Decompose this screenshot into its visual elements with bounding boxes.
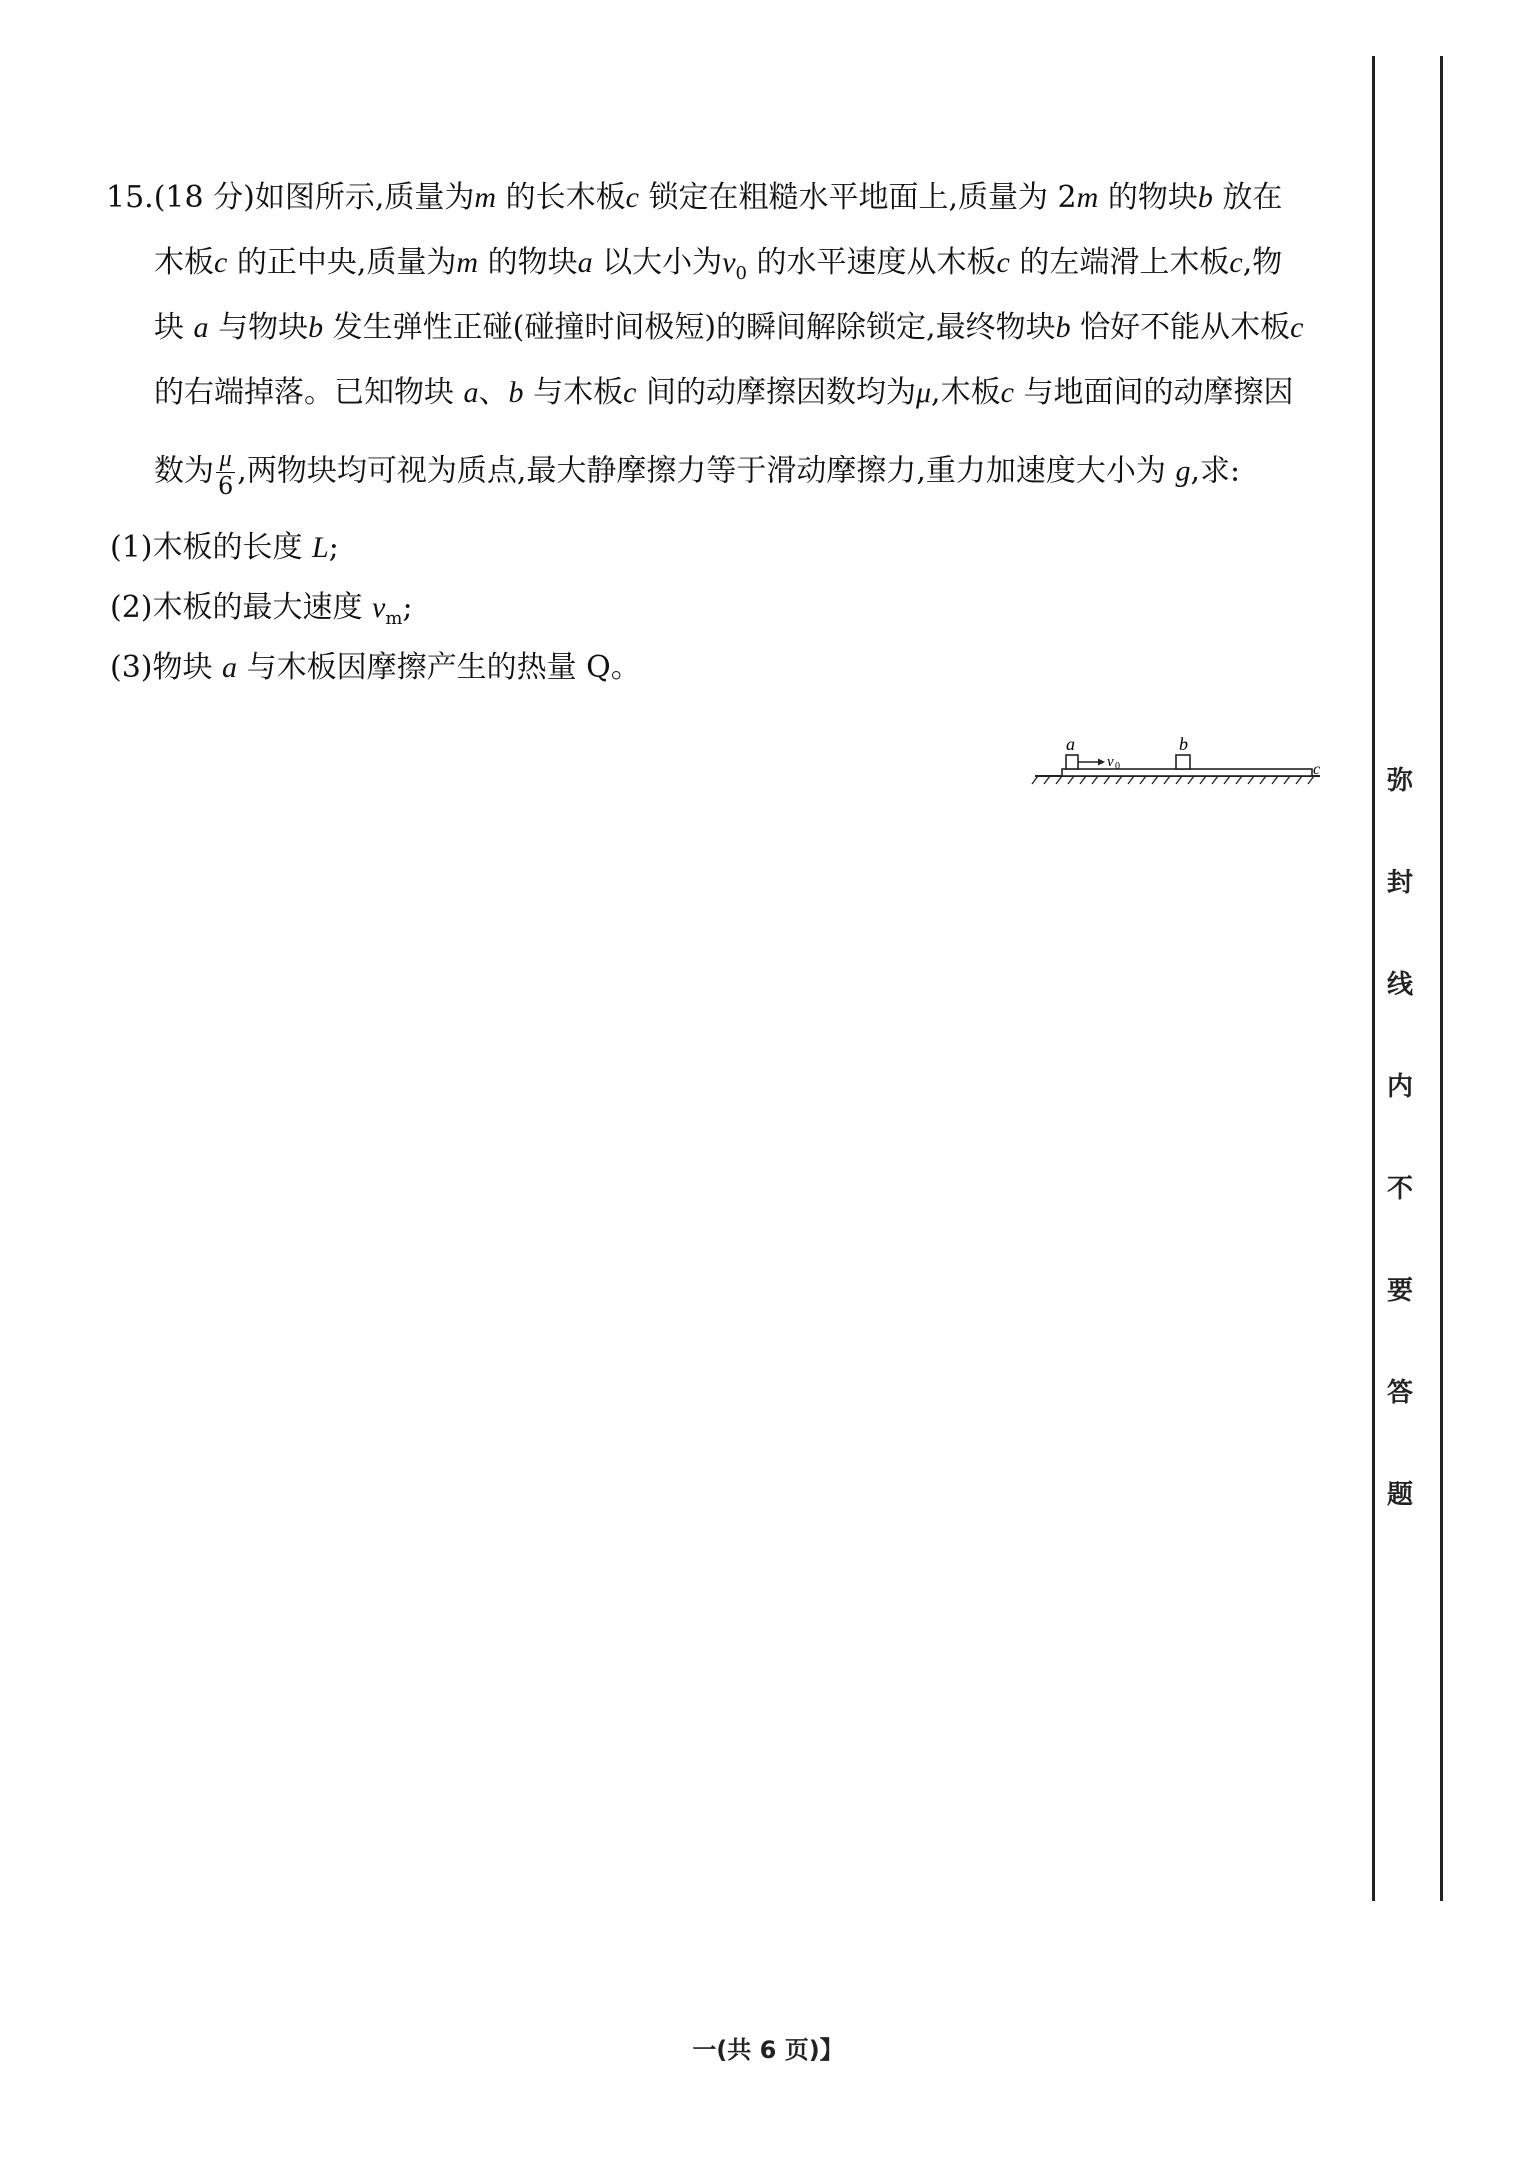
board-blocks-diagram xyxy=(1030,720,1330,790)
question-points: (18 分) xyxy=(153,180,255,215)
var-L: L xyxy=(312,531,329,564)
text: 的物块 xyxy=(487,245,578,280)
text: 发生弹性正碰(碰撞时间极短)的瞬间解除锁定,最终物块 xyxy=(332,310,1056,345)
fraction-numerator: μ xyxy=(216,446,235,473)
velocity-arrowhead xyxy=(1098,759,1105,766)
text: (3)物块 xyxy=(110,650,213,685)
text: 的右端掉落。已知物块 xyxy=(154,375,454,410)
text: ,两物块均可视为质点,最大静摩擦力等于滑动摩擦力,重力加速度大小为 xyxy=(237,453,1166,489)
fraction-denominator: 6 xyxy=(218,472,234,500)
problem-line-5 xyxy=(154,446,1240,499)
seal-char-3: 线 xyxy=(1386,970,1413,1000)
problem-line-3 xyxy=(154,308,1303,348)
var-a: a xyxy=(577,246,593,279)
text: 如图所示,质量为 xyxy=(254,180,475,215)
subscript: 0 xyxy=(735,263,747,284)
seal-char-8: 题 xyxy=(1386,1480,1413,1510)
label-c: c xyxy=(1313,761,1321,778)
problem-line-4 xyxy=(154,373,1293,413)
text: 恰好不能从木板 xyxy=(1080,310,1291,345)
var-b: b xyxy=(308,311,324,344)
fraction-mu-over-6 xyxy=(216,446,235,499)
margin-line-inner xyxy=(1372,56,1375,1901)
var-a: a xyxy=(222,651,238,684)
text: 间的动摩擦因数均为 xyxy=(645,375,916,410)
seal-char-7: 答 xyxy=(1386,1378,1413,1408)
text: 的水平速度从木板 xyxy=(756,245,997,280)
subquestion-3 xyxy=(110,648,641,688)
text: 与物块 xyxy=(218,310,309,345)
subquestion-2 xyxy=(110,588,413,639)
var-v: v xyxy=(722,246,736,279)
var-c: c xyxy=(1229,246,1243,279)
var-m: m xyxy=(474,181,497,214)
question-number: 15. xyxy=(106,180,154,215)
text: 放在 xyxy=(1222,180,1283,215)
var-c: c xyxy=(996,246,1010,279)
var-b: b xyxy=(1197,181,1213,214)
var-a: a xyxy=(463,376,479,409)
board-c xyxy=(1062,769,1312,776)
text: 以大小为 xyxy=(602,245,723,280)
var-c: c xyxy=(214,246,228,279)
text: ,物 xyxy=(1242,245,1283,280)
var-c: c xyxy=(625,181,639,214)
text: 、 xyxy=(478,375,509,410)
problem-line-1 xyxy=(106,178,1283,218)
text: 与木板 xyxy=(533,375,624,410)
seal-char-2: 封 xyxy=(1386,868,1413,898)
text: 锁定在粗糙水平地面上,质量为 2 xyxy=(648,180,1077,215)
label-b: b xyxy=(1179,734,1188,754)
text: (2)木板的最大速度 xyxy=(110,590,363,625)
text: 数为 xyxy=(154,453,214,489)
problem-line-2 xyxy=(154,243,1282,294)
ground-hatching xyxy=(1032,776,1314,784)
var-v: v xyxy=(372,591,386,624)
text: 的左端滑上木板 xyxy=(1019,245,1230,280)
var-c: c xyxy=(1000,376,1014,409)
page-footer: 一(共 6 页)】 xyxy=(692,2036,844,2064)
label-v0-sub: 0 xyxy=(1115,761,1120,772)
subquestion-1 xyxy=(110,528,339,568)
text: 与地面间的动摩擦因 xyxy=(1023,375,1294,410)
var-m: m xyxy=(1076,181,1099,214)
block-a xyxy=(1066,755,1078,769)
seal-char-1: 弥 xyxy=(1386,766,1413,796)
text: ; xyxy=(402,590,413,625)
var-g: g xyxy=(1175,454,1191,488)
var-a: a xyxy=(193,311,209,344)
text: 块 xyxy=(154,310,184,345)
var-mu: μ xyxy=(915,376,932,409)
seal-char-5: 不 xyxy=(1386,1174,1413,1204)
text: ,求: xyxy=(1190,453,1241,489)
var-m: m xyxy=(456,246,479,279)
margin-line-outer xyxy=(1440,56,1443,1901)
text: 与木板因摩擦产生的热量 Q。 xyxy=(246,650,641,685)
label-a: a xyxy=(1066,734,1075,754)
var-b: b xyxy=(508,376,524,409)
var-b: b xyxy=(1055,311,1071,344)
text: 的长木板 xyxy=(505,180,626,215)
seal-char-4: 内 xyxy=(1386,1072,1413,1102)
label-v0: v xyxy=(1107,754,1114,770)
text: 木板 xyxy=(154,245,214,280)
block-b xyxy=(1176,755,1190,769)
subscript: m xyxy=(385,608,403,629)
text: (1)木板的长度 xyxy=(110,530,303,565)
seal-char-6: 要 xyxy=(1386,1276,1413,1306)
text: 的正中央,质量为 xyxy=(236,245,457,280)
var-c: c xyxy=(1290,311,1304,344)
text: ; xyxy=(328,530,339,565)
text: 的物块 xyxy=(1107,180,1198,215)
text: ,木板 xyxy=(931,375,1001,410)
var-c: c xyxy=(623,376,637,409)
